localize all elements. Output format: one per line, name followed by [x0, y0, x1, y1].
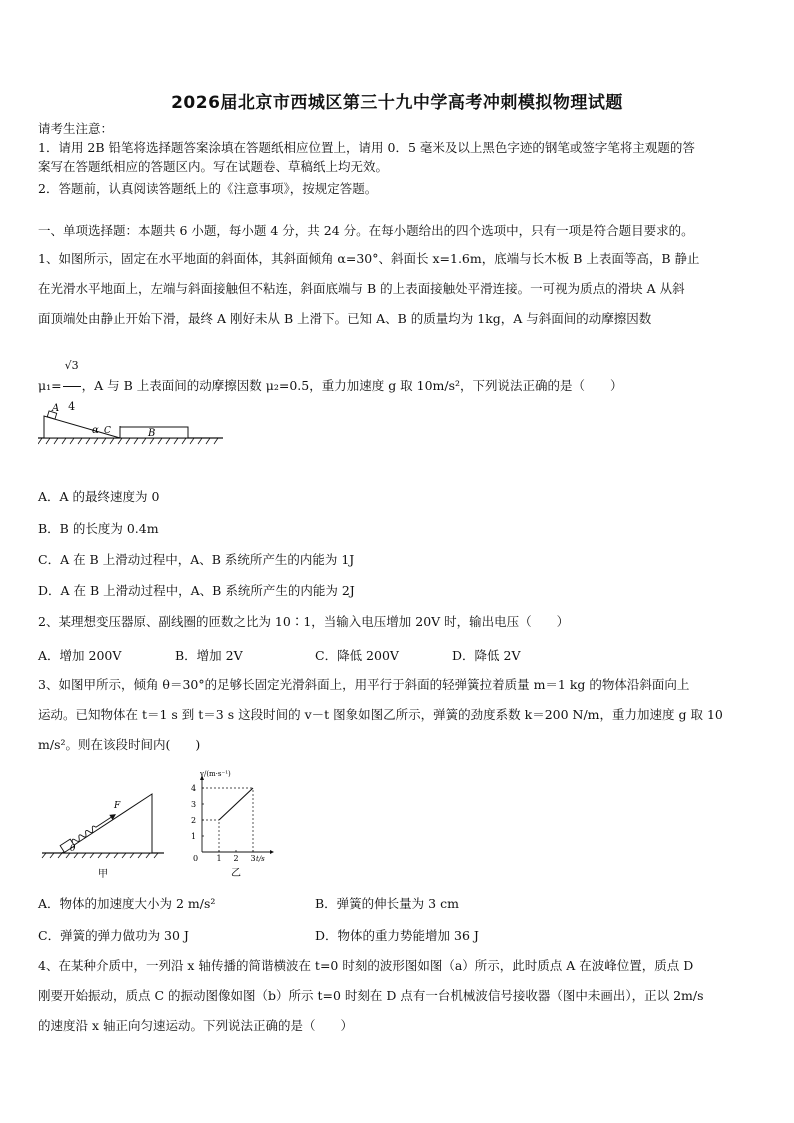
q1-option-a: A．A 的最终速度为 0 — [38, 489, 160, 504]
q3-option-a: A．物体的加速度大小为 2 m/s² — [38, 896, 216, 911]
incline — [62, 794, 152, 853]
q4-line3: 的速度沿 x 轴正向匀速运动。下列说法正确的是（ ） — [38, 1018, 353, 1033]
q2-option-c: C．降低 200V — [315, 648, 399, 663]
ground-hatch — [42, 853, 158, 858]
tick-label-y-3: 3 — [191, 800, 197, 809]
tick-label-x-2: 2 — [233, 854, 239, 863]
tick-label-y-2: 2 — [191, 816, 197, 825]
q3-line2: 运动。已知物体在 t＝1 s 到 t＝3 s 这段时间的 v－t 图象如图乙所示，弹簧的劲度系数 k＝200 N/m，重力加速度 g 取 10 — [38, 707, 723, 722]
axis-v-label: v/(m·s⁻¹) — [200, 770, 231, 778]
q4-line2: 刚要开始振动，质点 C 的振动图像如图（b）所示 t=0 时刻在 D 点有一台机械波信号接收器（图中未画出），正以 2m/s — [38, 988, 704, 1003]
fig-label-a: A — [52, 403, 60, 414]
page-title: 2026届北京市西城区第三十九中学高考冲刺模拟物理试题 — [171, 93, 623, 113]
mu1-numerator: √3 — [63, 346, 81, 387]
q1-line2: 在光滑水平地面上，左端与斜面接触但不粘连，斜面底端与 B 的上表面接触处平滑连接。一可视为质点的滑块 A 从斜 — [38, 281, 685, 296]
vt-chart — [188, 770, 278, 878]
tick-label-y-4: 4 — [191, 784, 197, 793]
mu1-label: μ₁= — [38, 378, 62, 393]
q4-line1: 4、在某种介质中，一列沿 x 轴传播的简谐横波在 t=0 时刻的波形图如图（a）所示，此时质点 A 在波峰位置，质点 D — [38, 958, 694, 973]
q3-line1: 3、如图甲所示，倾角 θ＝30°的足够长固定光滑斜面上，用平行于斜面的轻弹簧拉着质量 m＝1 kg 的物体沿斜面向上 — [38, 677, 690, 692]
series-line — [219, 788, 253, 820]
tick-label-y-1: 1 — [191, 832, 197, 841]
q1-figure — [38, 402, 228, 474]
fig-label-theta: θ — [70, 844, 76, 854]
q1-option-b: B．B 的长度为 0.4m — [38, 521, 159, 536]
axis-t-label: t/s — [256, 855, 265, 863]
tick-label-origin: 0 — [193, 854, 199, 863]
q3-option-d: D．物体的重力势能增加 36 J — [315, 928, 479, 943]
mu1-denominator: 4 — [68, 400, 76, 413]
section-heading: 一、单项选择题：本题共 6 小题，每小题 4 分，共 24 分。在每小题给出的四个选项中，只有一项是符合题目要求的。 — [38, 223, 694, 238]
tick-label-x-3: 3 — [250, 854, 256, 863]
notice-item1-line2: 案写在答题纸相应的答题区内。写在试题卷、草稿纸上均无效。 — [38, 159, 389, 174]
fig-label-b: B — [148, 428, 156, 439]
q1-line4-text: ，A 与 B 上表面间的动摩擦因数 μ₂=0.5，重力加速度 g 取 10m/s²，下列说法正确的是（ ） — [81, 378, 623, 393]
q1-line3: 面顶端处由静止开始下滑，最终 A 刚好未从 B 上滑下。已知 A、B 的质量均为 1kg，A 与斜面间的动摩擦因数 — [38, 311, 652, 326]
q2-option-b: B．增加 2V — [175, 648, 243, 663]
notice-item1-line1: 1．请用 2B 铅笔将选择题答案涂填在答题纸相应位置上，请用 0．5 毫米及以上黑色字迹的钢笔或签字笔将主观题的答 — [38, 140, 695, 155]
fig-label-f: F — [114, 801, 121, 811]
q1-option-c: C．A 在 B 上滑动过程中，A、B 系统所产生的内能为 1J — [38, 552, 355, 567]
q2-option-a: A．增加 200V — [38, 648, 122, 663]
x-axis-arrow — [270, 850, 274, 854]
tick-label-x-1: 1 — [216, 854, 222, 863]
ground-hatch — [38, 438, 218, 444]
q1-option-d: D．A 在 B 上滑动过程中，A、B 系统所产生的内能为 2J — [38, 583, 355, 598]
fig-label-alpha: α — [92, 425, 99, 436]
q3-figure-jia — [40, 788, 170, 880]
q3-option-b: B．弹簧的伸长量为 3 cm — [315, 896, 459, 911]
fig-label-c: C — [104, 426, 111, 436]
fig-caption-jia: 甲 — [98, 869, 108, 880]
fig-caption-yi: 乙 — [231, 868, 241, 878]
q2-option-d: D．降低 2V — [452, 648, 521, 663]
notice-heading: 请考生注意： — [38, 121, 114, 136]
notice-item2: 2．答题前，认真阅读答题纸上的《注意事项》，按规定答题。 — [38, 181, 378, 196]
q2-stem: 2、某理想变压器原、副线圈的匝数之比为 10∶1，当输入电压增加 20V 时，输出电压（ ） — [38, 614, 570, 629]
q3-option-c: C．弹簧的弹力做功为 30 J — [38, 928, 189, 943]
q1-line1: 1、如图所示，固定在水平地面的斜面体，其斜面倾角 α=30°、斜面长 x=1.6m，底端与长木板 B 上表面等高，B 静止 — [38, 251, 700, 266]
q3-line3: m/s²。则在该段时间内( ) — [38, 737, 201, 752]
